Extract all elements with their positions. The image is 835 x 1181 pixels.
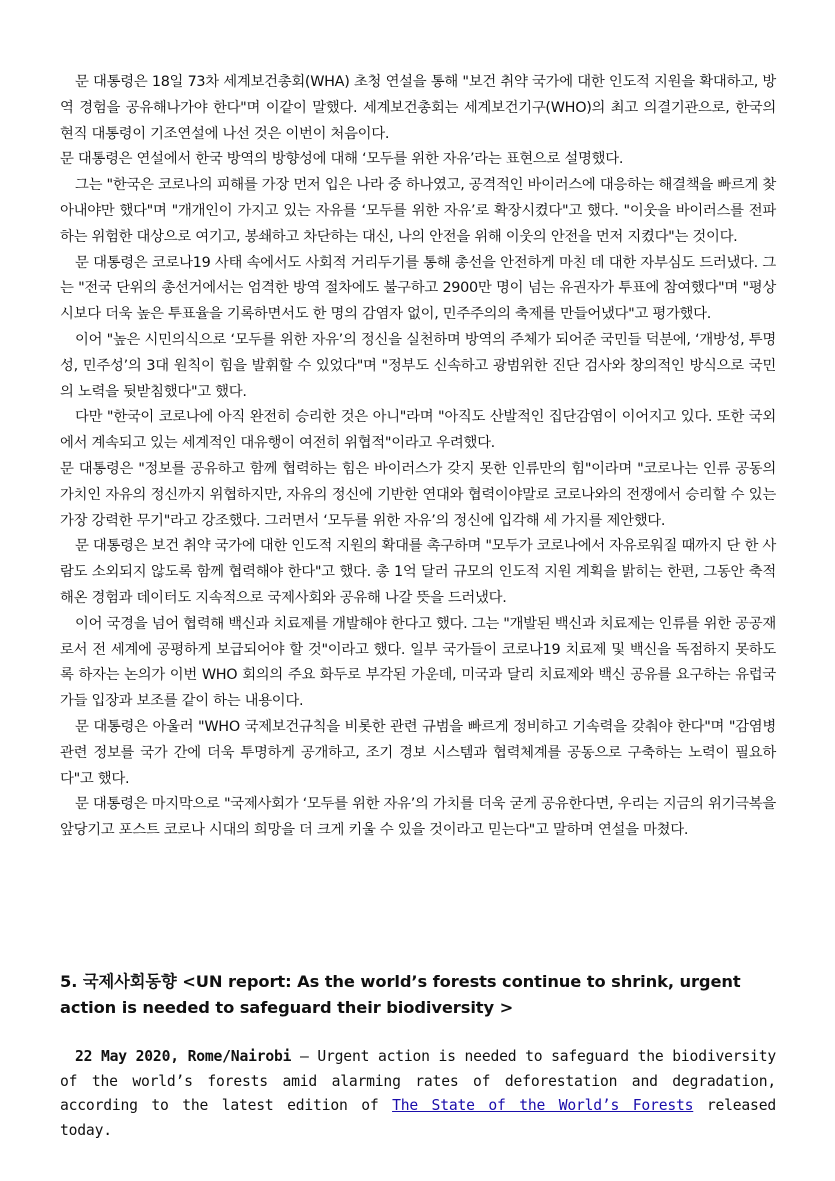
paragraph-1: 문 대통령은 18일 73차 세계보건총회(WHA) 초청 연설을 통해 "보건 취약 국가에 대한 인도적 지원을 확대하고, 방역 경험을 공유해나가야 한다"며 이같이 말했다. 세계보건총회는 세계보건기구(WHO)의 최고 의결기관으로, 한국의 현직 대통령이 기조연설에 나선 것은 이번이 처음이다. [60,74,776,142]
paragraph-11: 문 대통령은 마지막으로 "국제사회가 ‘모두를 위한 자유’의 가치를 더욱 굳게 공유한다면, 우리는 지금의 위기극복을 앞당기고 포스트 코로나 시대의 희망을 더 크게 키울 수 있을 것이라고 믿는다"고 말하며 연설을 마쳤다. [60,796,776,839]
article-lead-text: – Urgent action is needed to safeguard the biodiversity of the world’s forests amid alarming rates of deforestation and degradation, according to the latest edition of [60,1048,776,1114]
paragraph-8: 문 대통령은 보건 취약 국가에 대한 인도적 지원의 확대를 촉구하며 "모두가 코로나에서 자유로워질 때까지 단 한 사람도 소외되지 않도록 함께 협력해야 한다"고 했다. 총 1억 달러 규모의 인도적 지원 계획을 밝히는 한편, 그동안 축적해온 경험과 데이터도 지속적으로 국제사회와 공유해 나갈 뜻을 드러냈다. [60,538,776,606]
section-heading: 5. 국제사회동향 <UN report: As the world’s forests continue to shrink, urgent action is needed to safeguard their biodiversity > [60,972,741,1017]
paragraph-3: 그는 "한국은 코로나의 피해를 가장 먼저 입은 나라 중 하나였고, 공격적인 바이러스에 대응하는 해결책을 빠르게 찾아내야만 했다"며 "개개인이 가지고 있는 자유를 ‘모두를 위한 자유’로 확장시켰다"고 했다. "이웃을 바이러스를 전파하는 위험한 대상으로 여기고, 봉쇄하고 차단하는 대신, 나의 안전을 위해 이웃의 안전을 먼저 지켰다"는 것이다. [60,177,776,245]
korean-article-body [60,70,776,844]
article-tail-text: released today. [60,1097,776,1139]
paragraph-7: 문 대통령은 "정보를 공유하고 함께 협력하는 힘은 바이러스가 갖지 못한 인류만의 힘"이라며 "코로나는 인류 공동의 가치인 자유의 정신까지 위협하지만, 자유의 정신에 기반한 연대와 협력이야말로 코로나와의 전쟁에서 승리할 수 있는 가장 강력한 무기"라고 강조했다. 그러면서 ‘모두를 위한 자유’의 정신에 입각해 세 가지를 제안했다. [60,460,776,529]
english-article-lead [60,1045,776,1143]
paragraph-10: 문 대통령은 아울러 "WHO 국제보건규칙을 비롯한 관련 규범을 빠르게 정비하고 기속력을 갖춰야 한다"며 "감염병 관련 정보를 국가 간에 더욱 투명하게 공개하고, 조기 경보 시스템과 협력체계를 공동으로 구축하는 노력이 필요하다"고 했다. [60,718,776,787]
paragraph-6: 다만 "한국이 코로나에 아직 완전히 승리한 것은 아니"라며 "아직도 산발적인 집단감염이 이어지고 있다. 또한 국외에서 계속되고 있는 세계적인 대유행이 여전히 위협적"이라고 우려했다. [60,409,776,452]
paragraph-5: 이어 "높은 시민의식으로 ‘모두를 위한 자유’의 정신을 실천하며 방역의 주체가 되어준 국민들 덕분에, ‘개방성, 투명성, 민주성’의 3대 원칙이 힘을 발휘할 수 있었다"며 "정부도 신속하고 광범위한 진단 검사와 창의적인 방식으로 국민의 노력을 뒷받침했다"고 했다. [60,331,776,400]
paragraph-9: 이어 국경을 넘어 협력해 백신과 치료제를 개발해야 한다고 했다. 그는 "개발된 백신과 치료제는 인류를 위한 공공재로서 전 세계에 공평하게 보급되어야 할 것"이라고 했다. 일부 국가들이 코로나19 치료제 및 백신을 독점하지 못하도록 하자는 논의가 이번 WHO 회의의 주요 화두로 부각된 가운데, 미국과 달리 치료제와 백신 공유를 요구하는 유럽국가들 입장과 보조를 같이 하는 내용이다. [60,615,776,710]
paragraph-4: 문 대통령은 코로나19 사태 속에서도 사회적 거리두기를 통해 총선을 안전하게 마친 데 대한 자부심도 드러냈다. 그는 "전국 단위의 총선거에서는 엄격한 방역 절차에도 불구하고 2900만 명이 넘는 유권자가 투표에 참여했다"며 "평상시보다 더욱 높은 투표율을 기록하면서도 한 명의 감염자 없이, 민주주의의 축제를 만들어냈다"고 평가했다. [60,254,776,323]
paragraph-2: 문 대통령은 연설에서 한국 방역의 방향성에 대해 ‘모두를 위한 자유’라는 표현으로 설명했다. [60,151,624,168]
article-dateline: 22 May 2020, Rome/Nairobi [75,1048,292,1065]
report-link[interactable]: The State of the World’s Forests [392,1097,694,1114]
